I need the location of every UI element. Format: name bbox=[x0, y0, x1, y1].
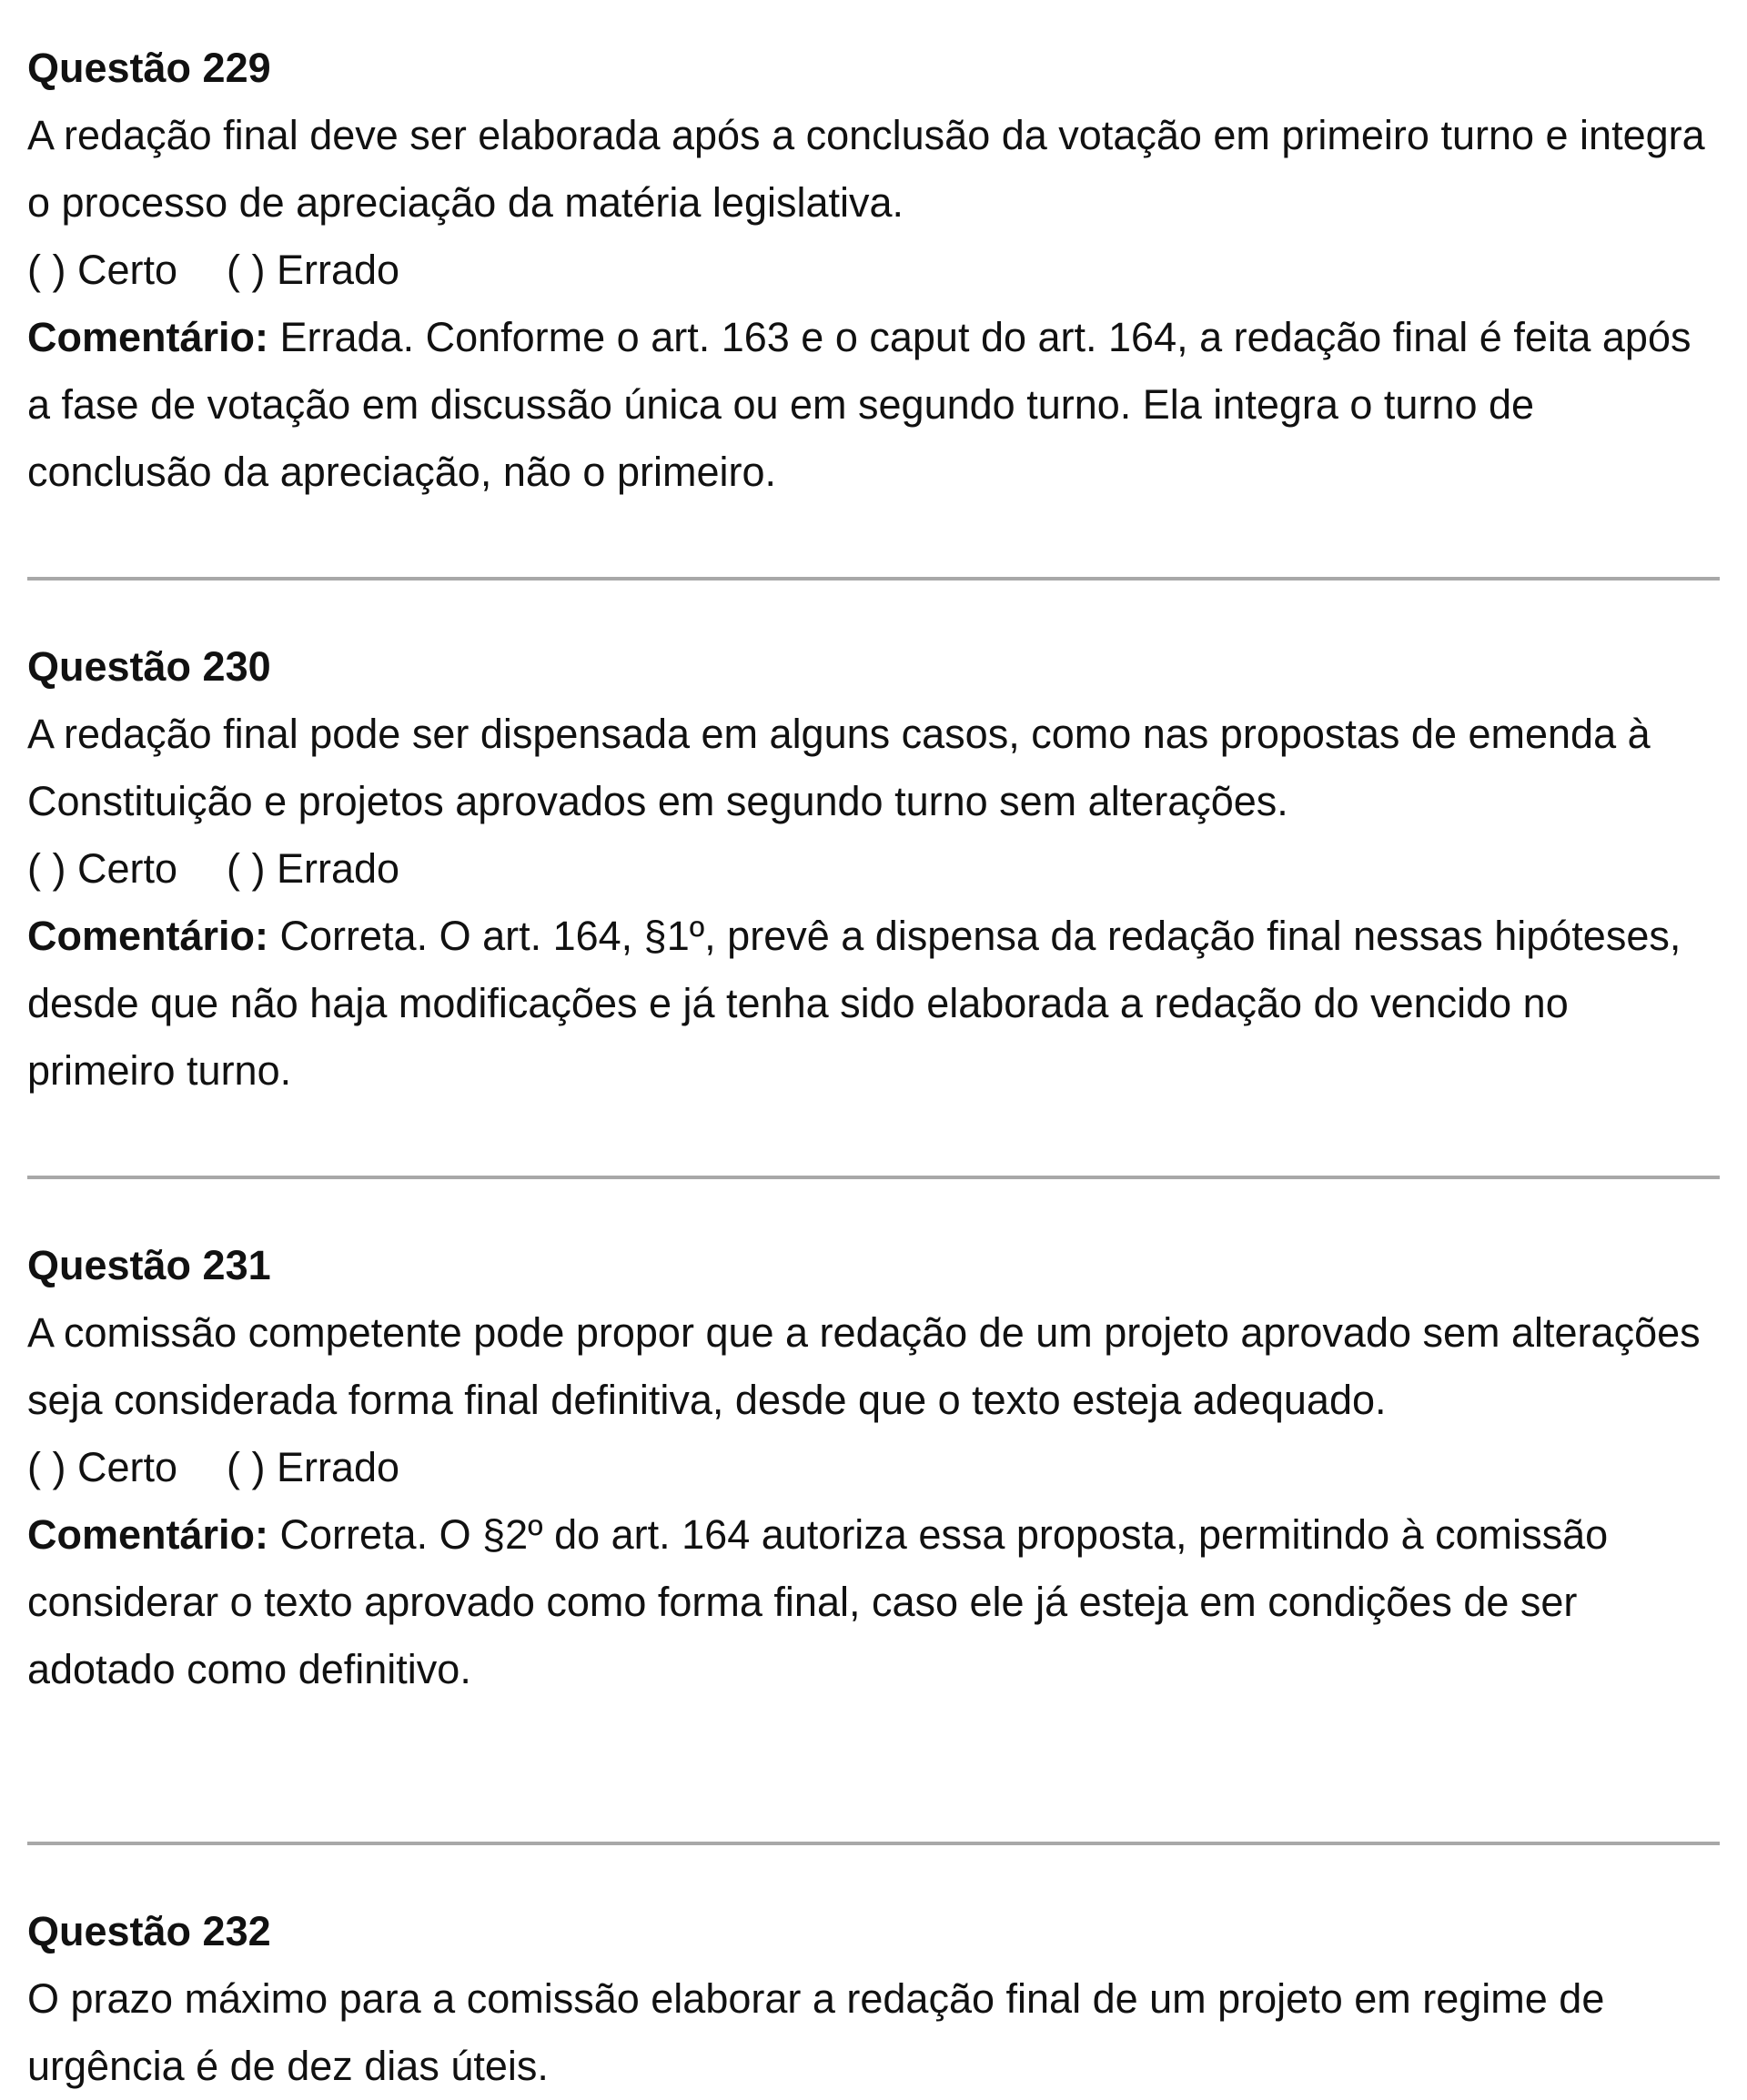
option-certo[interactable]: ( ) Certo bbox=[27, 247, 178, 293]
section-divider bbox=[27, 1176, 1720, 1179]
question-title: Questão 230 bbox=[27, 643, 271, 690]
question-comment bbox=[27, 304, 1720, 506]
answer-options bbox=[27, 1434, 1720, 1501]
question-comment bbox=[27, 903, 1720, 1105]
option-certo[interactable]: ( ) Certo bbox=[27, 1444, 178, 1490]
comment-label: Comentário: bbox=[27, 314, 269, 360]
question-comment bbox=[27, 1501, 1720, 1703]
question-231 bbox=[27, 1232, 1720, 1703]
comment-label: Comentário: bbox=[27, 1511, 269, 1558]
question-title: Questão 229 bbox=[27, 45, 271, 91]
question-statement: O prazo máximo para a comissão elaborar a redação final de um projeto em regime de urgência é de dez dias úteis. bbox=[27, 1975, 1605, 2089]
question-title: Questão 232 bbox=[27, 1908, 271, 1954]
question-statement: A redação final deve ser elaborada após a conclusão da votação em primeiro turno e integra o processo de apreciação da matéria legislativa. bbox=[27, 112, 1705, 226]
question-232 bbox=[27, 1898, 1720, 2100]
section-divider bbox=[27, 1842, 1720, 1845]
comment-text: Correta. O §2º do art. 164 autoriza essa proposta, permitindo à comissão considerar o texto aprovado como forma final, caso ele já esteja em condições de ser adotado como definitivo. bbox=[27, 1511, 1609, 1692]
option-errado[interactable]: ( ) Errado bbox=[227, 1444, 400, 1490]
question-229 bbox=[27, 35, 1720, 506]
question-statement: A redação final pode ser dispensada em alguns casos, como nas propostas de emenda à Constituição e projetos aprovados em segundo turno sem alterações. bbox=[27, 711, 1651, 824]
comment-label: Comentário: bbox=[27, 913, 269, 959]
option-errado[interactable]: ( ) Errado bbox=[227, 247, 400, 293]
question-statement: A comissão competente pode propor que a redação de um projeto aprovado sem alterações seja considerada forma final definitiva, desde que o texto esteja adequado. bbox=[27, 1309, 1701, 1423]
comment-text: Errada. Conforme o art. 163 e o caput do art. 164, a redação final é feita após a fase de votação em discussão única ou em segundo turno. Ela integra o turno de conclusão da apreciação, não o primeiro. bbox=[27, 314, 1691, 495]
answer-options bbox=[27, 237, 1720, 304]
option-errado[interactable]: ( ) Errado bbox=[227, 845, 400, 892]
question-230 bbox=[27, 633, 1720, 1105]
option-certo[interactable]: ( ) Certo bbox=[27, 845, 178, 892]
comment-text: Correta. O art. 164, §1º, prevê a dispensa da redação final nessas hipóteses, desde que não haja modificações e já tenha sido elaborada a redação do vencido no primeiro turno. bbox=[27, 913, 1681, 1094]
question-title: Questão 231 bbox=[27, 1242, 271, 1288]
answer-options bbox=[27, 835, 1720, 903]
section-divider bbox=[27, 577, 1720, 581]
